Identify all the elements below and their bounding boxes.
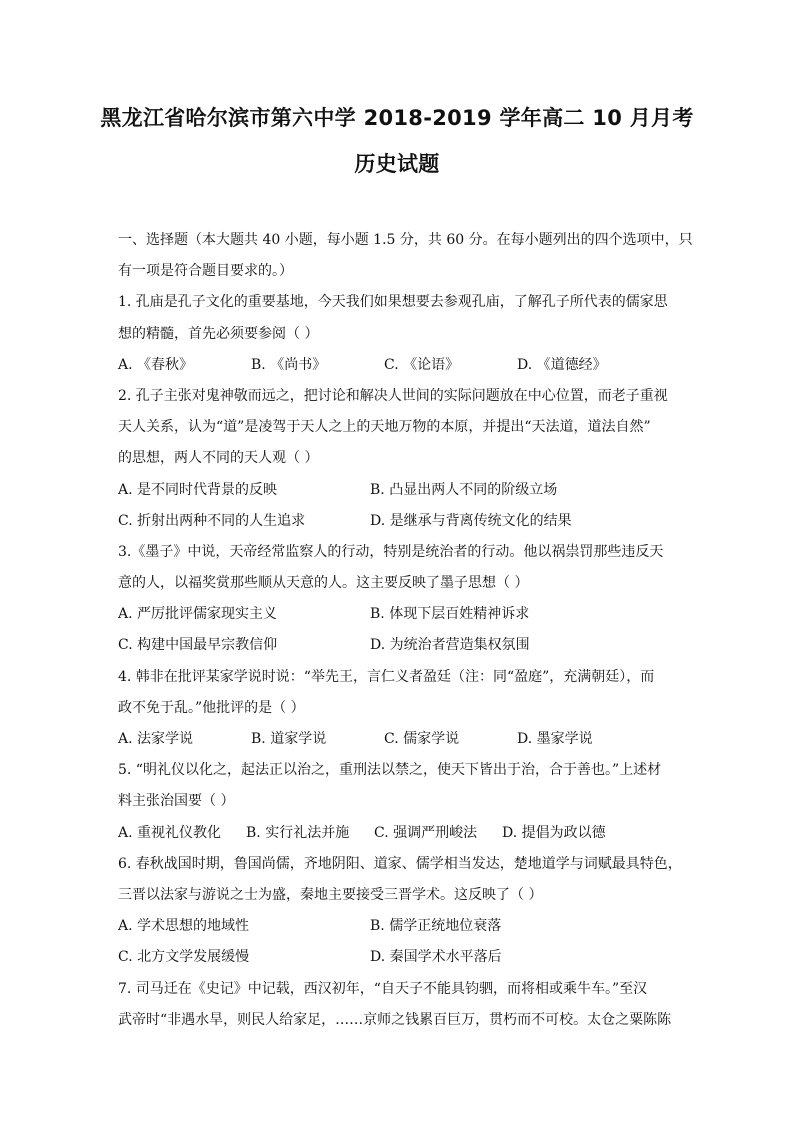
section-instructions-line: 一、选择题（本大题共 40 小题，每小题 1.5 分，共 60 分。在每小题列出的四个选项中，只 [118,232,693,248]
option-b: B. 儒学正统地位衰落 [370,918,502,935]
question-4-stem: 政不免于乱。”他批评的是（ ） [118,699,305,716]
question-5-options [118,818,683,849]
question-3-options-row [118,630,683,661]
page-subtitle: 历史试题 [354,152,440,176]
question-7-stem: 武帝时“非遇水旱，则民人给家足，……京师之钱累百巨万，贯朽而不可校。太仓之粟陈陈 [118,1011,672,1028]
question-2-stem: 2. 孔子主张对鬼神敬而远之，把讨论和解决人世间的实际问题放在中心位置，而老子重视 [118,387,668,404]
question-3-options-row [118,599,683,630]
question-2-stem: 天人关系，认为“道”是凌驾于天人之上的天地万物的本原，并提出“天法道，道法自然” [118,419,651,436]
option-a: A. 是不同时代背景的反映 [118,481,278,498]
question-5-stem: 料主张治国要（ ） [118,793,235,810]
question-1-options [118,350,683,381]
option-d: D. 墨家学说 [517,731,593,747]
question-6-stem: 三晋以法家与游说之士为盛，秦地主要接受三晋学术。这反映了（ ） [118,886,543,903]
option-d: D. 是继承与背离传统文化的结果 [370,512,572,529]
option-a: A. 法家学说 [118,731,194,747]
question-2-options-row [118,506,683,537]
option-a: A. 《春秋》 [118,356,194,373]
question-6-options-row [118,942,683,973]
option-a: A. 学术思想的地域性 [118,918,250,935]
question-7-stem: 7. 司马迁在《史记》中记载，西汉初年，“自天子不能具钧驷，而将相或乘牛车。”至汉 [118,980,648,997]
question-2-options-row [118,475,683,506]
option-d: D. 为统治者营造集权氛围 [370,637,530,654]
question-2-stem: 的思想，两人不同的天人观（ ） [118,450,319,467]
option-c: C. 构建中国最早宗教信仰 [118,637,278,654]
page-title: 黑龙江省哈尔滨市第六中学 2018-2019 学年高二 10 月月考 [100,106,694,130]
question-1-stem: 想的精髓，首先必须要参阅（ ） [118,325,319,342]
question-3-stem: 意的人，以福奖赏那些顺从天意的人。这主要反映了墨子思想（ ） [118,575,529,592]
question-4-options [118,724,683,755]
question-1-stem: 1. 孔庙是孔子文化的重要基地，今天我们如果想要去参观孔庙，了解孔子所代表的儒家思 [118,294,668,311]
option-b: B. 凸显出两人不同的阶级立场 [370,481,558,498]
option-b: B. 体现下层百姓精神诉求 [370,606,530,623]
question-6-options-row [118,911,683,942]
option-a: A. 严厉批评儒家现实主义 [118,606,278,623]
option-d: D. 秦国学术水平落后 [370,949,502,966]
option-c: C. 北方文学发展缓慢 [118,949,250,966]
option-b: B. 《尚书》 [251,356,327,373]
question-5-stem: 5. “明礼仪以化之，起法正以治之，重刑法以禁之，使天下皆出于治，合于善也。”上述材 [118,762,662,779]
option-c: C. 《论语》 [384,356,460,373]
option-a: A. 重视礼仪教化 [118,824,222,841]
option-d: D. 《道德经》 [517,356,607,373]
question-6-stem: 6. 春秋战国时期，鲁国尚儒，齐地阴阳、道家、儒学相当发达，楚地道学与词赋最具特色， [118,855,682,872]
option-c: C. 儒家学说 [384,731,460,747]
section-instructions-line: 有一项是符合题目要求的。） [118,263,293,280]
option-d: D. 提倡为政以德 [502,824,606,841]
question-3-stem: 3.《墨子》中说，天帝经常监察人的行动，特别是统治者的行动。他以祸祟罚那些违反天 [118,543,664,560]
document-body [118,225,693,1036]
option-c: C. 折射出两种不同的人生追求 [118,512,306,529]
option-b: B. 实行礼法并施 [246,824,350,841]
question-4-stem: 4. 韩非在批评某家学说时说：“举先王，言仁义者盈廷（注：同“盈庭”，充满朝廷），而 [118,668,655,685]
option-b: B. 道家学说 [251,731,327,747]
option-c: C. 强调严刑峻法 [374,824,478,841]
